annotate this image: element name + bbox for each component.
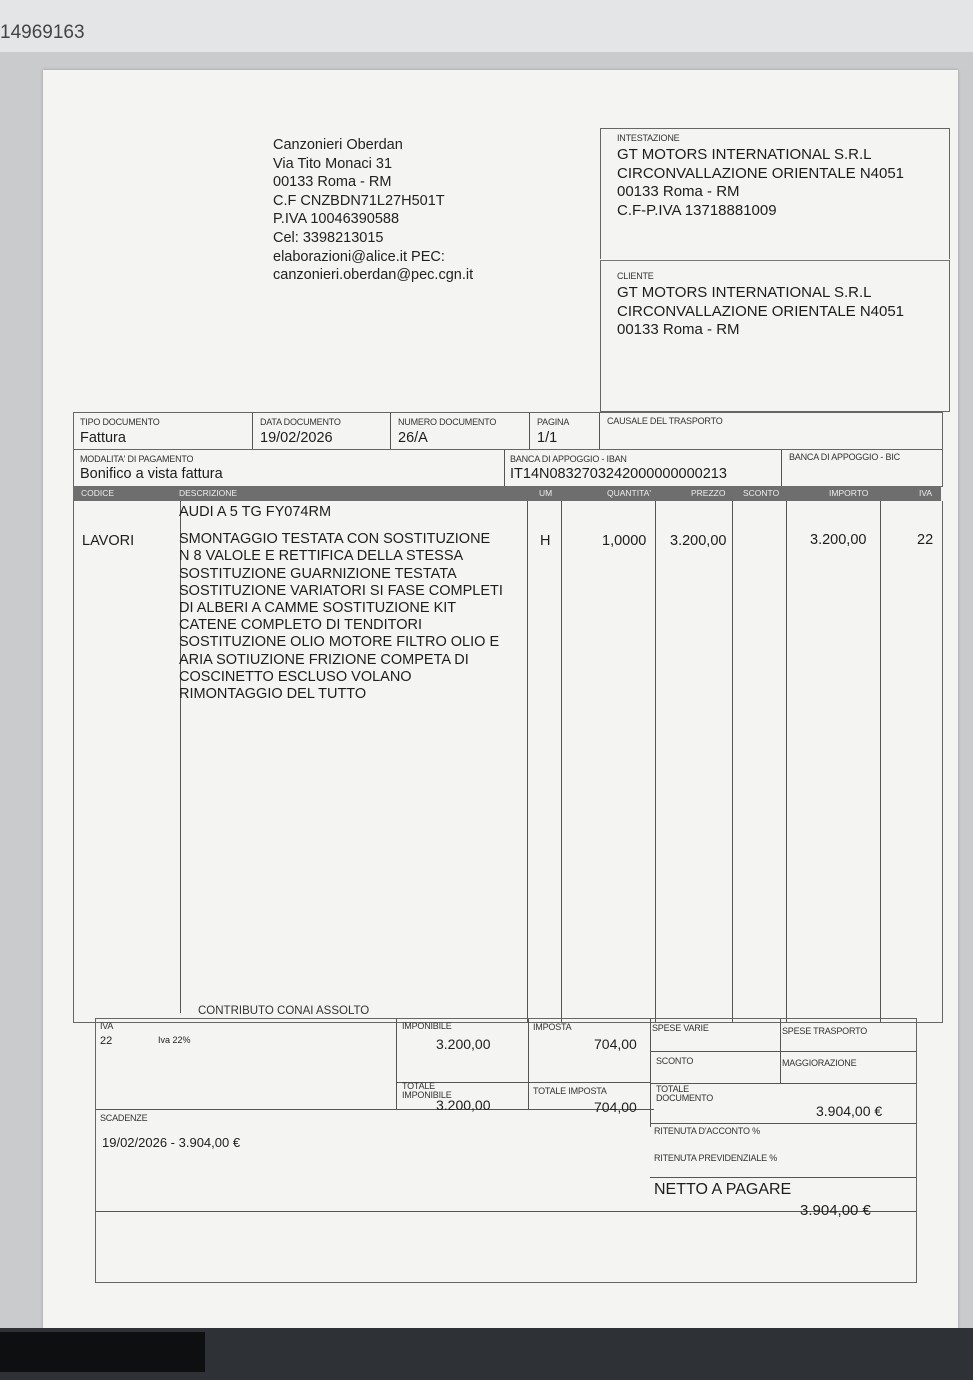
netto-a-pagare: 3.904,00 €: [800, 1202, 871, 1219]
description-line: DI ALBERI A CAMME SOSTITUZIONE KIT: [179, 600, 457, 617]
sender-name: Canzonieri Oberdan: [273, 137, 403, 153]
pagina-label: PAGINA: [537, 417, 570, 427]
col-descrizione: DESCRIZIONE: [179, 488, 238, 498]
iva-description: Iva 22%: [158, 1035, 191, 1045]
modalita-pagamento: Bonifico a vista fattura: [80, 466, 223, 482]
totale-documento-label-2: DOCUMENTO: [656, 1093, 714, 1103]
description-line: ARIA SOTIUZIONE FRIZIONE COMPETA DI: [179, 651, 469, 668]
totale-imponibile: 3.200,00: [436, 1097, 491, 1113]
sender-block: [273, 136, 473, 285]
data-documento-label: DATA DOCUMENTO: [260, 417, 341, 427]
iva-label: IVA: [100, 1021, 114, 1031]
totale-imposta: 704,00: [594, 1099, 637, 1115]
intestazione-label: INTESTAZIONE: [617, 133, 680, 143]
item-iva: 22: [917, 532, 934, 548]
scadenze-label: SCADENZE: [100, 1113, 148, 1123]
description-line: SOSTITUZIONE OLIO MOTORE FILTRO OLIO E: [179, 634, 500, 651]
vehicle-line: AUDI A 5 TG FY074RM: [179, 504, 332, 520]
sender-email: elaborazioni@alice.it PEC:: [273, 248, 445, 265]
ritenuta-acconto-label: RITENUTA D'ACCONTO %: [654, 1126, 760, 1136]
description-line: RIMONTAGGIO DEL TUTTO: [179, 686, 367, 703]
modalita-pagamento-label: MODALITA' DI PAGAMENTO: [80, 454, 194, 464]
totale-imposta-label: TOTALE IMPOSTA: [533, 1086, 607, 1096]
iva-code: 22: [100, 1035, 113, 1047]
item-importo: 3.200,00: [810, 532, 867, 548]
imponibile-label: IMPONIBILE: [402, 1021, 452, 1031]
item-prezzo: 3.200,00: [670, 533, 727, 549]
invoice-page: [43, 70, 958, 1340]
item-um: H: [540, 533, 551, 549]
payment-row: [73, 450, 943, 487]
description-line: COSCINETTO ESCLUSO VOLANO: [179, 668, 412, 685]
intestazione-company: GT MOTORS INTERNATIONAL S.R.L: [617, 146, 872, 163]
intestazione-box: [600, 128, 950, 259]
description-line: N 8 VALOLE E RETTIFICA DELLA STESSA: [179, 548, 464, 565]
col-iva: IVA: [919, 488, 933, 498]
iban: IT14N0832703242000000000213: [510, 466, 727, 482]
taskbar-start-area: [0, 1332, 205, 1372]
sender-pec: canzonieri.oberdan@pec.cgn.it: [273, 267, 474, 284]
window-top-strip: [0, 0, 973, 52]
sender-piva: P.IVA 10046390588: [273, 211, 400, 228]
iban-label: BANCA DI APPOGGIO - IBAN: [510, 454, 627, 464]
cliente-street: CIRCONVALLAZIONE ORIENTALE N4051: [617, 302, 905, 320]
intestazione-street: CIRCONVALLAZIONE ORIENTALE N4051: [617, 164, 905, 182]
sconto-label: SCONTO: [656, 1056, 694, 1066]
description-line: SMONTAGGIO TESTATA CON SOSTITUZIONE: [179, 531, 491, 548]
description-line: CATENE COMPLETO DI TENDITORI: [179, 617, 423, 634]
totale-documento-label-1: TOTALE: [656, 1084, 689, 1094]
col-codice: CODICE: [81, 488, 115, 498]
data-documento: 19/02/2026: [260, 430, 333, 446]
imposta-label: IMPOSTA: [533, 1022, 572, 1032]
sender-cf: C.F CNZBDN71L27H501T: [273, 192, 445, 209]
contributo-conai: CONTRIBUTO CONAI ASSOLTO: [198, 1005, 370, 1017]
pagina: 1/1: [537, 430, 558, 446]
totale-imponibile-label-1: TOTALE: [402, 1081, 435, 1091]
causale-trasporto-label: CAUSALE DEL TRASPORTO: [607, 416, 723, 426]
tipo-documento: Fattura: [80, 430, 126, 446]
cliente-company: GT MOTORS INTERNATIONAL S.R.L: [617, 284, 872, 301]
col-importo: IMPORTO: [829, 488, 869, 498]
cliente-label: CLIENTE: [617, 271, 654, 281]
items-header: [73, 486, 941, 501]
description-line: SOSTITUZIONE VARIATORI SI FASE COMPLETI: [179, 582, 503, 599]
item-quantita: 1,0000: [602, 533, 647, 549]
tipo-documento-label: TIPO DOCUMENTO: [80, 417, 160, 427]
sender-city: 00133 Roma - RM: [273, 174, 392, 191]
cliente-lines: [617, 284, 904, 340]
spese-trasporto-label: SPESE TRASPORTO: [782, 1026, 868, 1036]
document-id-label: 14969163: [0, 22, 85, 43]
totale-documento-label: [656, 1085, 713, 1103]
col-um: UM: [539, 488, 553, 498]
item-description: [179, 504, 503, 703]
sender-address: Via Tito Monaci 31: [273, 155, 393, 172]
imposta: 704,00: [594, 1036, 637, 1052]
totale-documento: 3.904,00 €: [816, 1103, 883, 1119]
col-sconto: SCONTO: [743, 488, 780, 498]
sender-phone: Cel: 3398213015: [273, 229, 384, 246]
spese-varie-label: SPESE VARIE: [652, 1023, 709, 1033]
numero-documento-label: NUMERO DOCUMENTO: [398, 417, 497, 427]
scadenza: 19/02/2026 - 3.904,00 €: [102, 1135, 241, 1150]
document-info-row: [73, 412, 943, 450]
intestazione-lines: [617, 146, 904, 220]
intestazione-vat: C.F-P.IVA 13718881009: [617, 201, 777, 219]
numero-documento: 26/A: [398, 430, 428, 446]
col-prezzo: PREZZO: [691, 488, 726, 498]
imponibile: 3.200,00: [436, 1036, 491, 1052]
item-codice: LAVORI: [82, 533, 135, 549]
cliente-box: [600, 260, 950, 412]
intestazione-city: 00133 Roma - RM: [617, 183, 740, 200]
ritenuta-previdenziale-label: RITENUTA PREVIDENZIALE %: [654, 1153, 778, 1163]
totale-imponibile-label-2: IMPONIBILE: [402, 1090, 452, 1100]
description-line: SOSTITUZIONE GUARNIZIONE TESTATA: [179, 565, 457, 582]
totals-box: [95, 1018, 917, 1283]
col-quantita: QUANTITA': [607, 488, 651, 498]
maggiorazione-label: MAGGIORAZIONE: [782, 1058, 857, 1068]
cliente-city: 00133 Roma - RM: [617, 321, 740, 338]
netto-a-pagare-label: NETTO A PAGARE: [654, 1181, 792, 1198]
bic-label: BANCA DI APPOGGIO - BIC: [789, 452, 900, 462]
